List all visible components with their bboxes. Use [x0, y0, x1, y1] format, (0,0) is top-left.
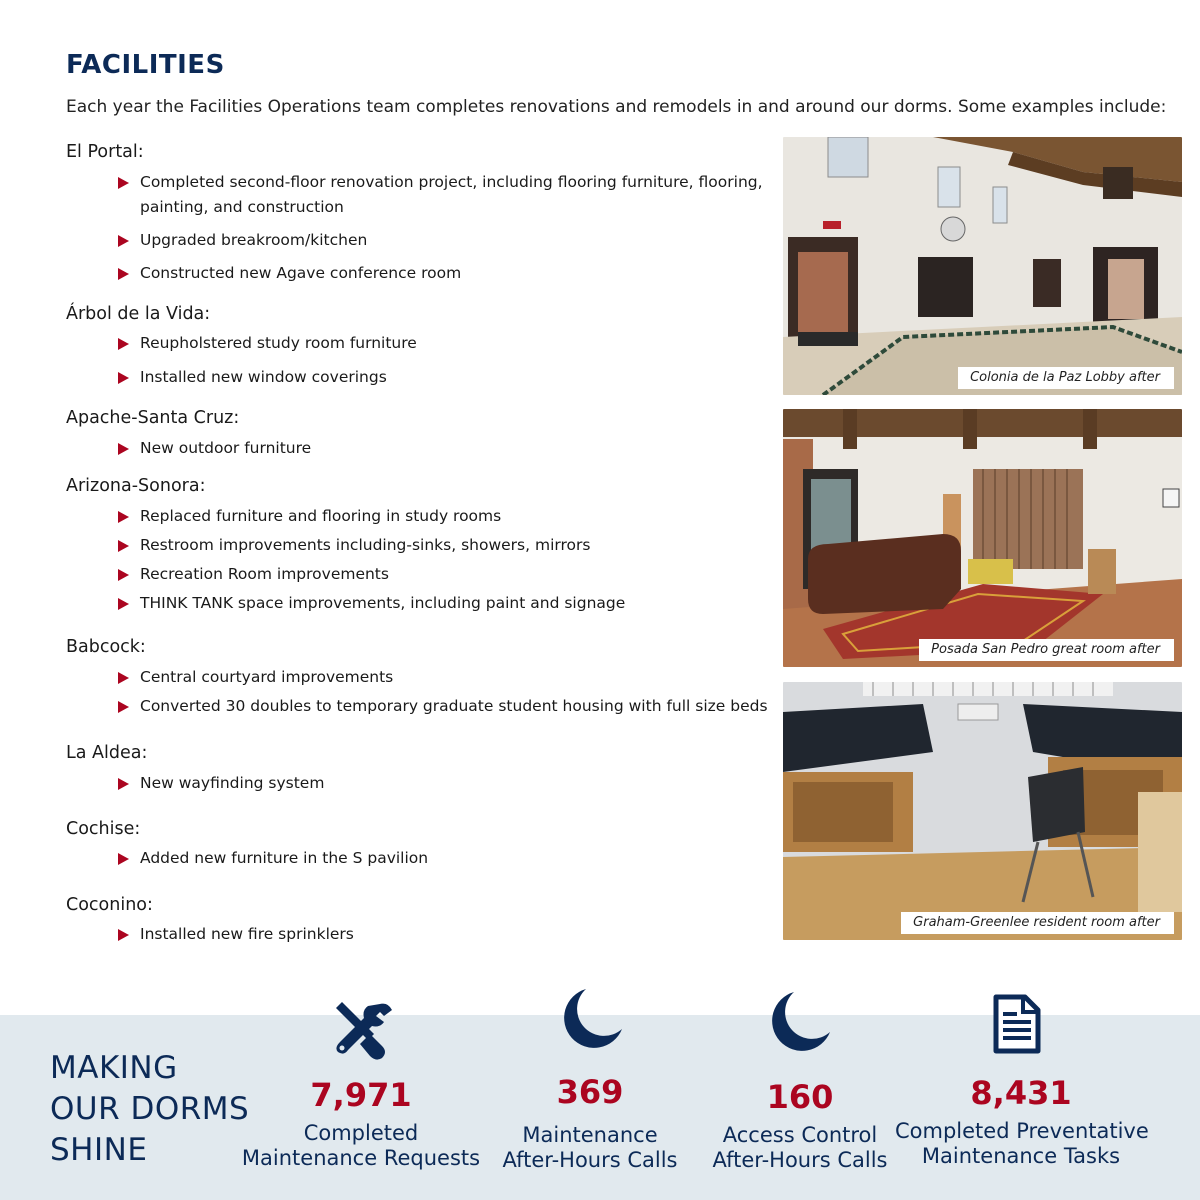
bullet-triangle-icon: [118, 929, 129, 941]
list-item: Completed second-floor renovation project, including flooring furniture, flooring, painting, and construction: [118, 170, 768, 220]
list-item: Constructed new Agave conference room: [118, 261, 768, 286]
section-heading-apache-santa-cruz: Apache-Santa Cruz:: [66, 408, 240, 428]
bullet-triangle-icon: [118, 672, 129, 684]
stat-label: Completed Preventative Maintenance Tasks: [895, 1119, 1149, 1168]
great-room-illustration: [783, 409, 1182, 667]
page-title: FACILITIES: [66, 50, 225, 80]
photo-lobby: [783, 137, 1182, 395]
making-our-dorms-shine-heading: MAKING OUR DORMS SHINE: [50, 1050, 250, 1168]
section-heading-babcock: Babcock:: [66, 637, 146, 657]
moon-icon: [764, 988, 832, 1056]
list-item: Central courtyard improvements: [118, 665, 768, 690]
photo-caption: Colonia de la Paz Lobby after: [958, 367, 1174, 389]
stat-maintenance-after-hours: [490, 985, 690, 1190]
list-item: THINK TANK space improvements, including paint and signage: [118, 591, 768, 616]
section-heading-cochise: Cochise:: [66, 819, 141, 839]
list-item: Restroom improvements including-sinks, showers, mirrors: [118, 533, 768, 558]
photo-resident-room: [783, 682, 1182, 940]
bullet-triangle-icon: [118, 372, 129, 384]
moon-icon: [556, 985, 624, 1053]
bullet-triangle-icon: [118, 598, 129, 610]
stat-number: 369: [556, 1073, 624, 1111]
bullet-triangle-icon: [118, 853, 129, 865]
photo-great-room: [783, 409, 1182, 667]
section-heading-arbol-de-la-vida: Árbol de la Vida:: [66, 304, 211, 324]
stat-maintenance-requests: [241, 990, 481, 1190]
section-heading-coconino: Coconino:: [66, 895, 153, 915]
photo-caption: Graham-Greenlee resident room after: [901, 912, 1174, 934]
stat-number: 160: [766, 1078, 834, 1116]
photo-caption: Posada San Pedro great room after: [919, 639, 1174, 661]
document-icon: [993, 994, 1041, 1054]
section-heading-arizona-sonora: Arizona-Sonora:: [66, 476, 206, 496]
bullet-triangle-icon: [118, 569, 129, 581]
list-item: Installed new fire sprinklers: [118, 922, 768, 947]
section-heading-la-aldea: La Aldea:: [66, 743, 148, 763]
section-heading-el-portal: El Portal:: [66, 142, 144, 162]
tools-icon: [330, 998, 394, 1062]
bullet-triangle-icon: [118, 443, 129, 455]
bullet-triangle-icon: [118, 778, 129, 790]
stat-number: 7,971: [310, 1076, 412, 1114]
stat-label: Access Control After-Hours Calls: [712, 1123, 888, 1172]
list-item: Converted 30 doubles to temporary graduate student housing with full size beds: [118, 694, 818, 719]
lobby-illustration: [783, 137, 1182, 395]
stat-label: Maintenance After-Hours Calls: [502, 1123, 678, 1172]
bullet-triangle-icon: [118, 511, 129, 523]
bullet-triangle-icon: [118, 540, 129, 552]
list-item: New wayfinding system: [118, 771, 768, 796]
resident-room-illustration: [783, 682, 1182, 940]
list-item: Installed new window coverings: [118, 365, 768, 390]
intro-text: Each year the Facilities Operations team completes renovations and remodels in and around our dorms. Some examples include:: [66, 97, 1167, 117]
bullet-triangle-icon: [118, 338, 129, 350]
list-item: Replaced furniture and flooring in study rooms: [118, 504, 768, 529]
bullet-triangle-icon: [118, 235, 129, 247]
stat-preventative-tasks: [895, 992, 1147, 1192]
bullet-triangle-icon: [118, 177, 129, 189]
list-item: Reupholstered study room furniture: [118, 331, 768, 356]
bullet-triangle-icon: [118, 268, 129, 280]
list-item: Added new furniture in the S pavilion: [118, 846, 768, 871]
stat-label: Completed Maintenance Requests: [241, 1121, 481, 1170]
list-item: New outdoor furniture: [118, 436, 768, 461]
bullet-triangle-icon: [118, 701, 129, 713]
stat-access-control-after-hours: [700, 988, 900, 1193]
stat-number: 8,431: [970, 1074, 1072, 1112]
list-item: Upgraded breakroom/kitchen: [118, 228, 768, 253]
list-item: Recreation Room improvements: [118, 562, 768, 587]
